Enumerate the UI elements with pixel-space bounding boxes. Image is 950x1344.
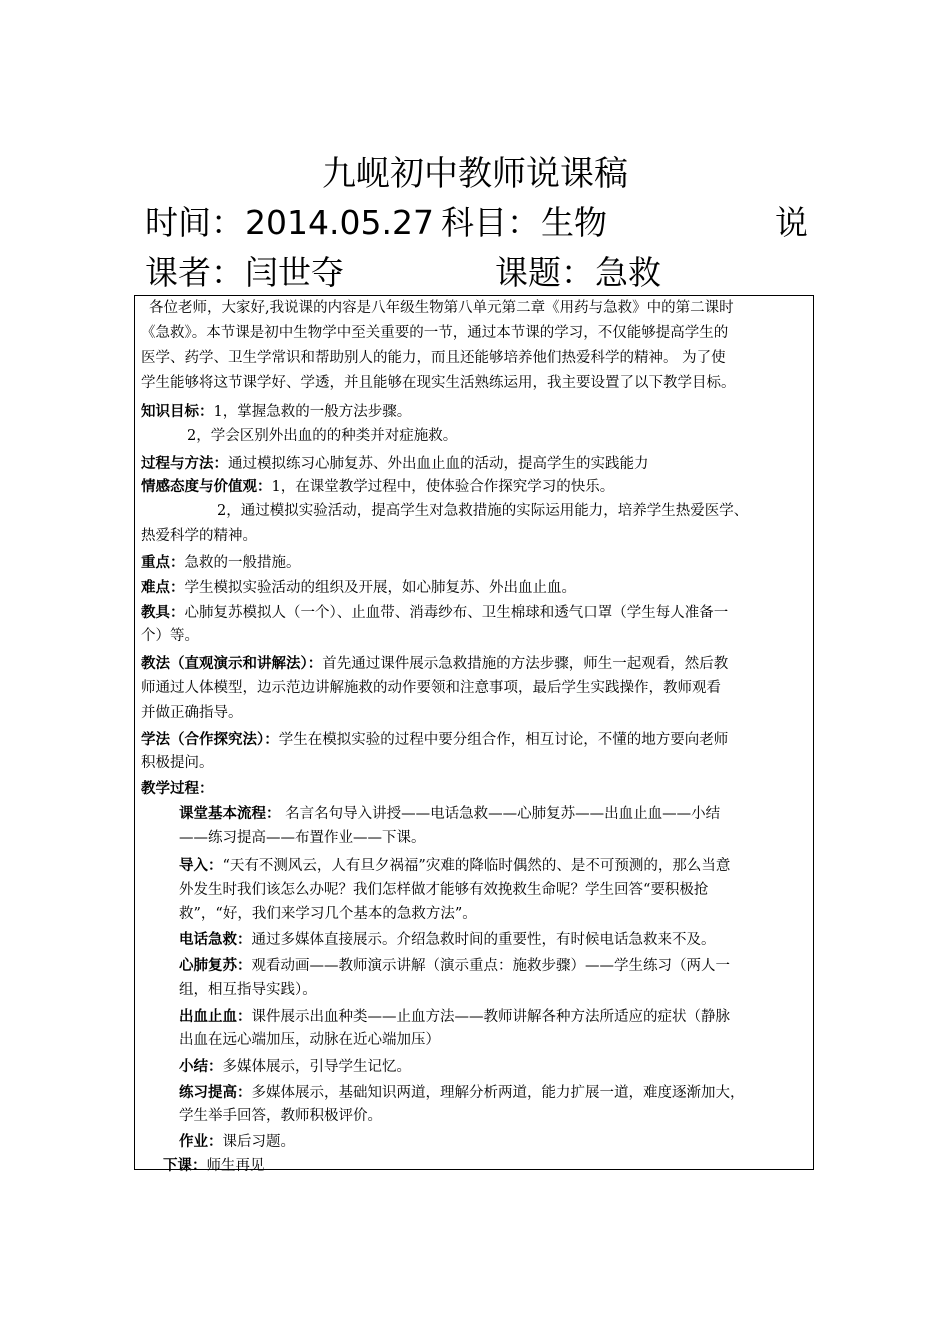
practice [179,1080,745,1106]
lead-in-text-a: “天有不测风云，人有旦夕祸福”灾难的降临时偶然的、是不可预测的，那么当意 [222,858,731,874]
teaching-tools [141,600,728,626]
teach-label: 教法（直观演示和讲解法）： [141,655,323,672]
emotion-objective [141,474,614,500]
cpr-text-a: 观看动画——教师演示讲解（演示重点：施救步骤）——学生练习（两人一 [251,958,730,974]
class-end [163,1153,265,1179]
end-text: 师生再见 [206,1158,265,1174]
flow-text-b: ——练习提高——布置作业——下课。 [179,830,426,846]
bleed-label: 出血止血： [179,1008,252,1025]
intro-line: 《急救》。本节课是初中生物学中至关重要的一节，通过本节课的学习，不仅能够提高学生的 [141,325,729,341]
lead-in-text-c: 救”，“好，我们来学习几个基本的急救方法”。 [179,906,477,922]
phone-text: 通过多媒体直接展示。介绍急救时间的重要性，有时候电话急救来不及。 [251,932,716,948]
practice-label: 练习提高： [179,1084,252,1101]
flow-text-a: 名言名句导入讲授——电话急救——心肺复苏——出血止血——小结 [280,806,721,822]
bleed-text-a: 课件展示出血种类——止血方法——教师讲解各种方法所适应的症状（静脉 [251,1009,730,1025]
speaker-lead: 说 [775,203,808,242]
difficult-label: 难点： [141,579,185,596]
process-label: 过程与方法： [141,455,228,472]
basic-flow [179,801,720,827]
lesson-content-box [134,295,814,1174]
learn-text-b: 积极提问。 [141,755,214,771]
topic-label: 课题： [495,253,594,292]
tools-text-b: 个）等。 [141,628,199,644]
summary-label: 小结： [179,1058,223,1075]
page-title: 九岘初中教师说课稿 [322,154,628,194]
intro-line: 学生能够将这节课学好、学透，并且能够在现实生活熟练运用，我主要设置了以下教学目标。 [141,375,736,391]
flow-label: 课堂基本流程： [179,805,281,822]
teaching-method [141,651,728,677]
key-text: 急救的一般措施。 [184,555,301,571]
bleeding-control [179,1004,730,1030]
process-text: 通过模拟练习心肺复苏、外出血止血的活动，提高学生的实践能力 [228,456,649,472]
homework [179,1129,295,1155]
subject-label: 科目： [441,203,540,242]
subject-value: 生物 [541,203,607,242]
speaker-value: 闫世夺 [245,253,344,292]
end-label: 下课： [163,1157,207,1174]
teach-text-b: 师通过人体模型，边示范边讲解施救的动作要领和注意事项，最后学生实践操作，教师观看 [141,680,721,696]
speaker-label: 课者： [145,253,244,292]
homework-label: 作业： [179,1133,223,1150]
key-label: 重点： [141,554,185,571]
lead-in [179,853,730,879]
knowledge-text-2: 2，学会区别外出血的的种类并对症施救。 [187,428,458,444]
topic-value: 急救 [595,253,661,292]
process-heading: 教学过程： [141,780,214,797]
learning-method [141,727,728,753]
emotion-text-2b: 热爱科学的精神。 [141,528,257,544]
teach-text-a: 首先通过课件展示急救措施的方法步骤，师生一起观看，然后教 [322,656,729,672]
summary-text: 多媒体展示，引导学生记忆。 [222,1059,411,1075]
lead-in-label: 导入： [179,857,223,874]
intro-line: 各位老师，大家好,我说课的内容是八年级生物第八单元第二章《用药与急救》中的第二课时 [149,300,734,316]
cpr [179,953,730,979]
learn-label: 学法（合作探究法）： [141,731,279,748]
practice-text-b: 学生举手回答，教师积极评价。 [179,1108,382,1124]
teach-text-c: 并做正确指导。 [141,705,243,721]
lead-in-text-b: 外发生时我们该怎么办呢？我们怎样做才能够有效挽救生命呢？学生回答“要积极抢 [179,882,709,898]
knowledge-objective [141,399,411,425]
tools-text-a: 心肺复苏模拟人（一个）、止血带、消毒纱布、卫生棉球和透气口罩（学生每人准备一 [184,605,729,621]
homework-text: 课后习题。 [222,1134,295,1150]
tools-label: 教具： [141,604,185,621]
emotion-text-1: 1，在课堂教学过程中，使体验合作探究学习的快乐。 [271,479,615,495]
phone-first-aid [179,927,716,953]
learn-text-a: 学生在模拟实验的过程中要分组合作，相互讨论，不懂的地方要向老师 [278,732,729,748]
cpr-text-b: 组，相互指导实践）。 [179,982,317,998]
summary [179,1054,411,1080]
bleed-text-b: 出血在远心端加压，动脉在近心端加压） [179,1032,440,1048]
phone-label: 电话急救： [179,931,252,948]
key-point [141,550,301,576]
emotion-text-2a: 2，通过模拟实验活动，提高学生对急救措施的实际运用能力，培养学生热爱医学、 [217,503,749,519]
time-value: 2014.05.27 [245,203,434,242]
intro-line: 医学、药学、卫生学常识和帮助别人的能力，而且还能够培养他们热爱科学的精神。 为了使 [141,350,726,366]
cpr-label: 心肺复苏： [179,957,252,974]
emotion-label: 情感态度与价值观： [141,478,272,495]
knowledge-text-1: 1，掌握急救的一般方法步骤。 [213,404,412,420]
knowledge-label: 知识目标： [141,403,214,420]
practice-text-a: 多媒体展示，基础知识两道，理解分析两道，能力扩展一道，难度逐渐加大， [251,1085,745,1101]
time-label: 时间： [145,203,244,242]
difficult-text: 学生模拟实验活动的组织及开展，如心肺复苏、外出血止血。 [184,580,576,596]
difficult-point [141,575,576,601]
